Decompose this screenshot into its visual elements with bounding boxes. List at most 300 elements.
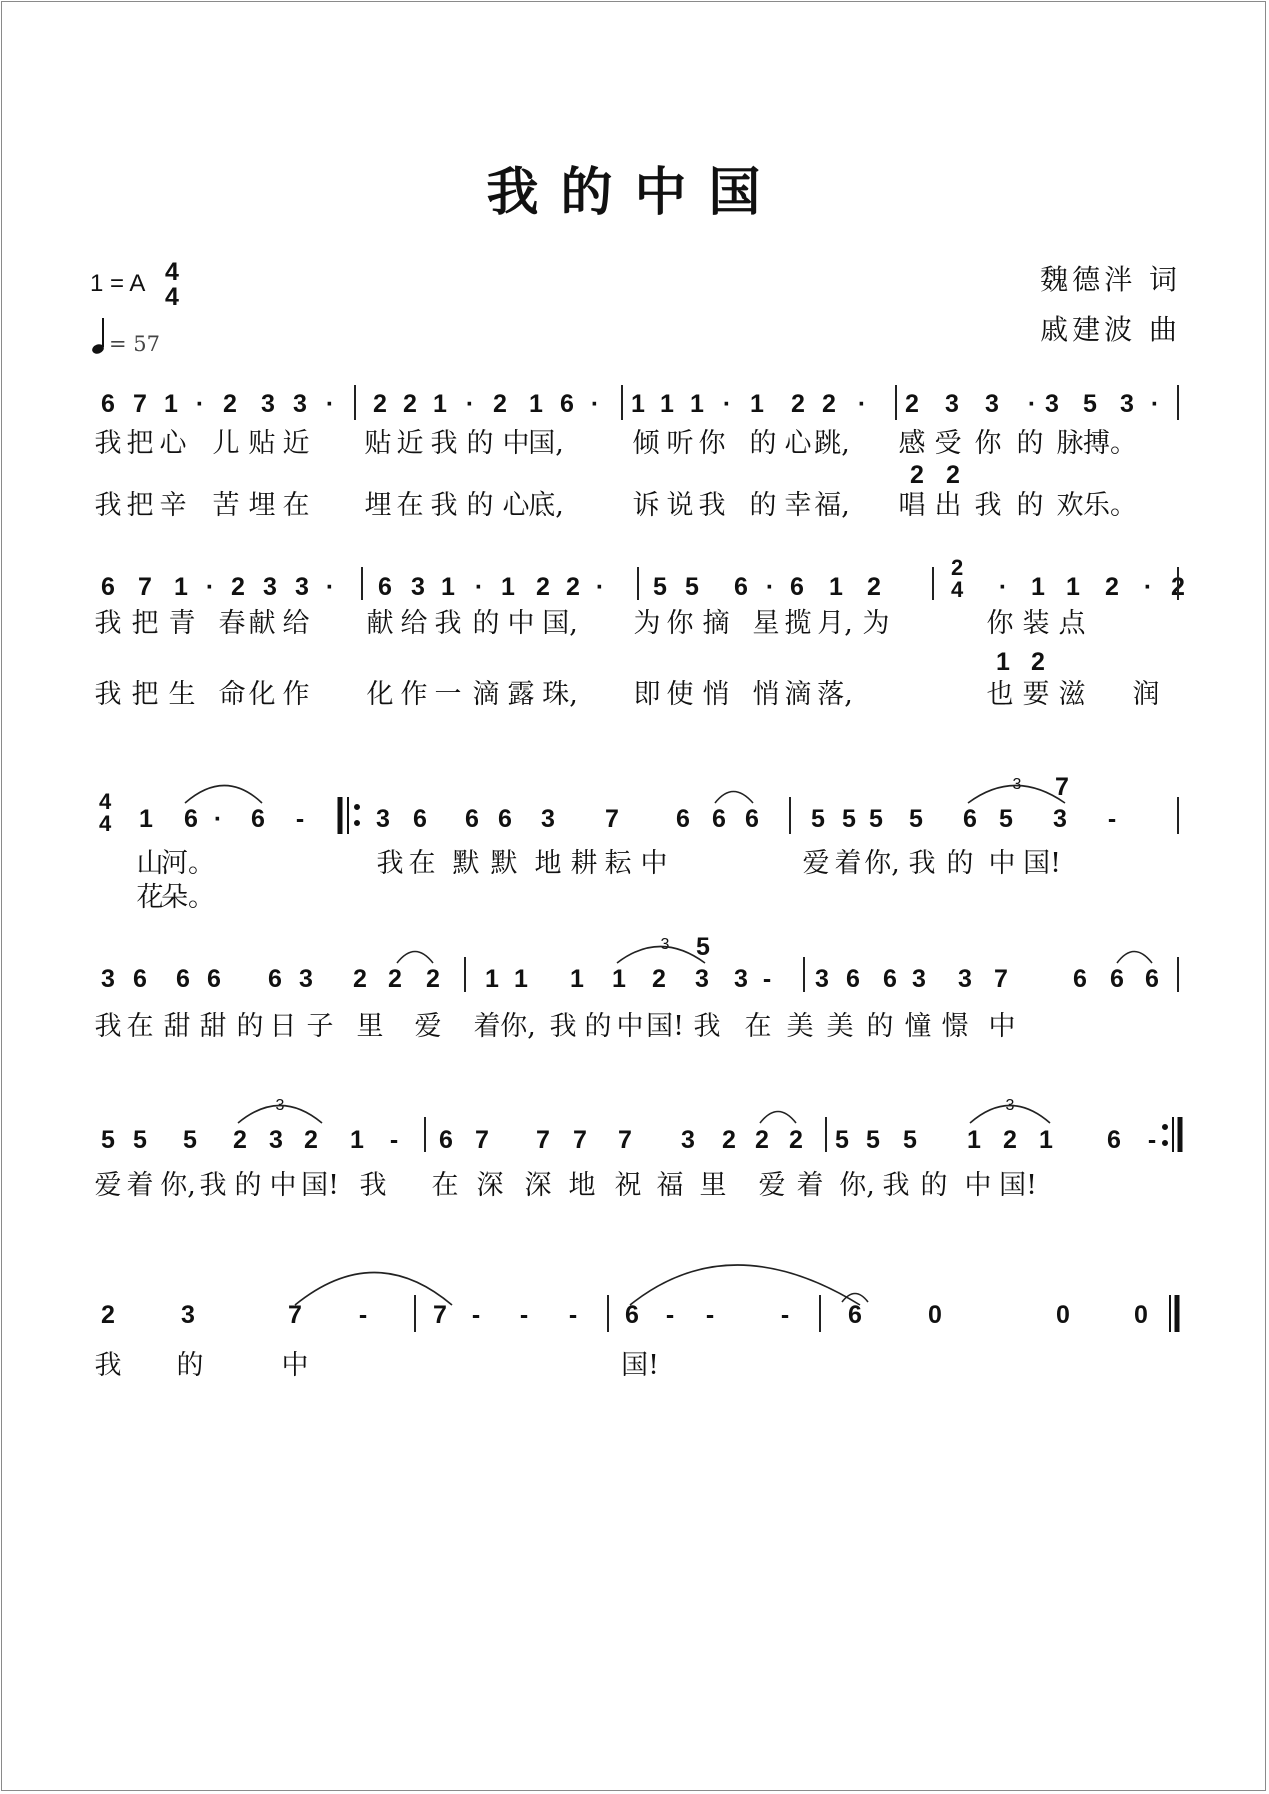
note: 1	[350, 1126, 364, 1154]
lyric-syllable: 把	[131, 679, 159, 710]
note: 1	[750, 390, 764, 418]
lyric-syllable: 脉	[1056, 428, 1084, 459]
note: 7	[536, 1126, 550, 1154]
lyric-syllable: 滋	[1058, 679, 1086, 710]
lyric-syllable: 近	[282, 428, 310, 459]
note: 6	[625, 1301, 639, 1329]
note: 5	[999, 805, 1013, 833]
note-dot: ·	[765, 573, 775, 601]
lyric-syllable: 诉	[632, 490, 660, 521]
note: 6	[790, 573, 804, 601]
note: 2	[755, 1126, 769, 1154]
lyric-syllable: 你,	[864, 848, 900, 879]
lyric-syllable: 里	[356, 1011, 384, 1042]
lyric-syllable: 使	[666, 679, 694, 710]
lyric-syllable: 着	[796, 1170, 824, 1201]
lyric-syllable: 的	[946, 848, 974, 879]
lyric-syllable: 露	[507, 679, 535, 710]
note: 2	[493, 390, 507, 418]
note: 6	[251, 805, 265, 833]
lyric-syllable: 悄	[752, 679, 780, 710]
note: 1	[690, 390, 704, 418]
note: 6	[1145, 965, 1159, 993]
lyric-syllable: 跳,	[814, 428, 850, 459]
note: 6	[1107, 1126, 1121, 1154]
lyric-syllable: 的	[176, 1350, 204, 1381]
note: 2	[403, 390, 417, 418]
time-signature-change-bottom: 4	[951, 577, 964, 602]
lyric-syllable: 默	[490, 848, 518, 879]
lyric-syllable: 在	[431, 1170, 459, 1201]
note: 6	[676, 805, 690, 833]
lyric-syllable: 的	[1016, 490, 1044, 521]
note: 6	[413, 805, 427, 833]
lyric-syllable: 命	[218, 679, 246, 710]
triplet-number: 3	[660, 936, 670, 953]
note: 5	[811, 805, 825, 833]
note: 7	[618, 1126, 632, 1154]
lyric-syllable: 化	[248, 679, 276, 710]
lyric-syllable: 把	[126, 490, 154, 521]
lyric-syllable: 的	[749, 490, 777, 521]
lyric-syllable: 埋	[364, 490, 392, 521]
lyric-syllable: 我	[698, 490, 726, 521]
note: 3	[295, 573, 309, 601]
note: 1	[967, 1126, 981, 1154]
lyric-syllable: 爱	[758, 1170, 786, 1201]
lyric-syllable: 我	[376, 848, 404, 879]
note: 7	[573, 1126, 587, 1154]
note: 7	[475, 1126, 489, 1154]
time-signature-change	[99, 791, 111, 835]
note-dot: ·	[857, 390, 867, 418]
lyric-syllable: 默	[452, 848, 480, 879]
lyric-syllable: 日	[269, 1011, 297, 1042]
note: 3	[681, 1126, 695, 1154]
lyric-syllable: 深	[476, 1170, 504, 1201]
lyric-syllable: 美	[826, 1011, 854, 1042]
lyric-syllable: 爱	[94, 1170, 122, 1201]
note-dot: ·	[325, 390, 335, 418]
lyric-syllable: 国!	[646, 1011, 684, 1042]
lyric-syllable: 着	[834, 848, 862, 879]
lyric-syllable: 说	[666, 490, 694, 521]
lyric-syllable: 青	[168, 608, 196, 639]
note: 2	[1003, 1126, 1017, 1154]
note: 6	[207, 965, 221, 993]
lyric-syllable: 山	[136, 848, 164, 879]
note: 1	[570, 965, 584, 993]
lyric-syllable: 的	[749, 428, 777, 459]
note: 2	[304, 1126, 318, 1154]
note: 3	[376, 805, 390, 833]
note: 2	[1105, 573, 1119, 601]
note: 3	[263, 573, 277, 601]
lyric-syllable: 甜	[199, 1011, 227, 1042]
lyric-syllable: 子	[306, 1011, 334, 1042]
note: 2	[353, 965, 367, 993]
lyric-syllable: 揽	[784, 608, 812, 639]
lyric-syllable: 我	[94, 679, 122, 710]
note: 5	[909, 805, 923, 833]
note: 5	[866, 1126, 880, 1154]
lyric-syllable: 爱	[802, 848, 830, 879]
note: 6	[1110, 965, 1124, 993]
note: 2	[536, 573, 550, 601]
note: 6	[498, 805, 512, 833]
lyric-syllable: 要	[1022, 679, 1050, 710]
lyric-syllable: 我	[430, 490, 458, 521]
time-signature-change	[951, 557, 963, 601]
lyric-syllable: 憧	[904, 1011, 932, 1042]
note-dot: ·	[722, 390, 732, 418]
note: 5	[903, 1126, 917, 1154]
note: 6	[133, 965, 147, 993]
note: 6	[268, 965, 282, 993]
lyric-syllable: 甜	[163, 1011, 191, 1042]
note: 1	[441, 573, 455, 601]
lyric-syllable: 一	[434, 679, 462, 710]
note-dot: ·	[595, 573, 605, 601]
note: 7	[133, 390, 147, 418]
lyric-syllable: 国!	[301, 1170, 339, 1201]
alternate-note: 2	[910, 461, 924, 489]
lyric-syllable: 朵。	[161, 882, 215, 913]
lyric-syllable: 我	[359, 1170, 387, 1201]
lyric-syllable: 憬	[941, 1011, 969, 1042]
lyric-syllable: 春	[218, 608, 246, 639]
lyric-syllable: 装	[1022, 608, 1050, 639]
lyric-syllable: 祝	[614, 1170, 642, 1201]
note: 1	[1031, 573, 1045, 601]
lyric-syllable: 中	[269, 1170, 297, 1201]
lyric-syllable: 福,	[814, 490, 850, 521]
lyric-syllable: 我	[199, 1170, 227, 1201]
note-dot: ·	[205, 573, 215, 601]
note: 6	[883, 965, 897, 993]
tempo-value: = 57	[109, 332, 160, 356]
note: 0	[1134, 1301, 1148, 1329]
lyric-syllable: 悄	[702, 679, 730, 710]
lyric-syllable: 你	[666, 608, 694, 639]
time-signature-change-top: 2	[951, 555, 964, 580]
note: 6	[1073, 965, 1087, 993]
lyric-syllable: 落,	[817, 679, 853, 710]
note: 0	[928, 1301, 942, 1329]
lyric-syllable: 深	[524, 1170, 552, 1201]
note: 2	[231, 573, 245, 601]
lyric-syllable: 我	[94, 1011, 122, 1042]
note-extension: -	[471, 1301, 481, 1329]
lyric-syllable: 你,	[500, 1011, 536, 1042]
note: 3	[1053, 805, 1067, 833]
note: 6	[712, 805, 726, 833]
lyric-syllable: 把	[126, 428, 154, 459]
note-dot: ·	[1150, 390, 1160, 418]
lyric-syllable: 的	[920, 1170, 948, 1201]
lyric-syllable: 在	[396, 490, 424, 521]
alternate-note: 5	[696, 933, 710, 961]
lyric-syllable: 国,	[528, 428, 564, 459]
lyric-syllable: 国!	[1023, 848, 1061, 879]
note-dot: ·	[998, 573, 1008, 601]
lyric-syllable: 中	[502, 428, 530, 459]
key-signature: 1 = A	[90, 270, 146, 297]
note-dot: ·	[325, 573, 335, 601]
lyric-syllable: 国!	[621, 1350, 659, 1381]
lyric-syllable: 感	[898, 428, 926, 459]
lyric-syllable: 的	[466, 490, 494, 521]
note-extension: -	[568, 1301, 578, 1329]
note: 7	[433, 1301, 447, 1329]
note: 6	[184, 805, 198, 833]
lyric-syllable: 点	[1058, 608, 1086, 639]
lyric-syllable: 心	[159, 428, 187, 459]
note: 6	[560, 390, 574, 418]
time-signature-top: 4	[165, 258, 179, 286]
lyric-syllable: 月,	[817, 608, 853, 639]
note: 3	[1045, 390, 1059, 418]
note-extension: -	[389, 1126, 399, 1154]
lyric-syllable: 地	[534, 848, 562, 879]
note: 6	[745, 805, 759, 833]
lyric-syllable: 中	[988, 848, 1016, 879]
note: 1	[631, 390, 645, 418]
note: 3	[269, 1126, 283, 1154]
note-extension: -	[1147, 1126, 1157, 1154]
note: 5	[183, 1126, 197, 1154]
lyric-syllable: 倾	[632, 428, 660, 459]
note: 6	[176, 965, 190, 993]
note: 6	[465, 805, 479, 833]
note: 2	[867, 573, 881, 601]
time-signature-bottom: 4	[165, 283, 179, 311]
lyric-syllable: 献	[248, 608, 276, 639]
note: 2	[426, 965, 440, 993]
lyric-syllable: 中	[281, 1350, 309, 1381]
lyric-syllable: 埋	[248, 490, 276, 521]
note: 6	[439, 1126, 453, 1154]
lyric-syllable: 我	[693, 1011, 721, 1042]
lyric-syllable: 心	[784, 428, 812, 459]
alternate-note: 1	[996, 648, 1010, 676]
note: 6	[101, 390, 115, 418]
lyric-syllable: 的	[466, 428, 494, 459]
note-dot: ·	[1027, 390, 1037, 418]
note: 3	[411, 573, 425, 601]
note: 2	[223, 390, 237, 418]
lyric-syllable: 在	[408, 848, 436, 879]
lyric-syllable: 作	[282, 679, 310, 710]
lyric-syllable: 我	[908, 848, 936, 879]
note: 1	[612, 965, 626, 993]
note: 5	[653, 573, 667, 601]
triplet-number: 3	[1005, 1097, 1015, 1114]
lyric-syllable: 底,	[528, 490, 564, 521]
lyric-syllable: 我	[94, 490, 122, 521]
note: 3	[299, 965, 313, 993]
triplet-number: 3	[1012, 776, 1022, 793]
note: 2	[373, 390, 387, 418]
note: 6	[848, 1301, 862, 1329]
lyric-syllable: 作	[400, 679, 428, 710]
lyric-syllable: 乐。	[1083, 490, 1137, 521]
note: 6	[101, 573, 115, 601]
lyric-syllable: 给	[400, 608, 428, 639]
lyric-syllable: 的	[236, 1011, 264, 1042]
lyric-syllable: 唱	[898, 490, 926, 521]
note-extension: -	[705, 1301, 715, 1329]
lyric-syllable: 花	[136, 882, 164, 913]
lyric-syllable: 我	[94, 1350, 122, 1381]
note-extension: -	[295, 805, 305, 833]
lyric-syllable: 我	[882, 1170, 910, 1201]
note: 2	[722, 1126, 736, 1154]
note: 2	[388, 965, 402, 993]
lyric-syllable: 地	[568, 1170, 596, 1201]
lyric-syllable: 出	[934, 490, 962, 521]
lyric-syllable: 国!	[999, 1170, 1037, 1201]
note-dot: ·	[195, 390, 205, 418]
composer-credit: 戚建波 曲	[1040, 313, 1181, 346]
note: 3	[815, 965, 829, 993]
song-title: 我的中国	[486, 162, 783, 223]
note: 3	[261, 390, 275, 418]
lyric-syllable: 你	[986, 608, 1014, 639]
note-extension: -	[1107, 805, 1117, 833]
note-extension: -	[358, 1301, 368, 1329]
note: 2	[791, 390, 805, 418]
lyric-syllable: 的	[1016, 428, 1044, 459]
lyric-syllable: 我	[94, 608, 122, 639]
lyric-syllable: 为	[862, 608, 890, 639]
alternate-note: 2	[1031, 648, 1045, 676]
note: 7	[138, 573, 152, 601]
lyric-syllable: 在	[282, 490, 310, 521]
note: 3	[101, 965, 115, 993]
note: 6	[963, 805, 977, 833]
lyric-syllable: 的	[584, 1011, 612, 1042]
lyric-syllable: 化	[366, 679, 394, 710]
note-extension: -	[665, 1301, 675, 1329]
triplet-number: 3	[275, 1097, 285, 1114]
lyric-syllable: 珠,	[542, 679, 578, 710]
note: 1	[433, 390, 447, 418]
note-extension: -	[780, 1301, 790, 1329]
lyric-syllable: 你,	[839, 1170, 875, 1201]
lyric-syllable: 国,	[542, 608, 578, 639]
lyric-syllable: 的	[472, 608, 500, 639]
lyric-syllable: 润	[1132, 679, 1160, 710]
note: 1	[1039, 1126, 1053, 1154]
note: 2	[652, 965, 666, 993]
note: 3	[1120, 390, 1134, 418]
note-dot: ·	[465, 390, 475, 418]
lyric-syllable: 的	[234, 1170, 262, 1201]
lyric-syllable: 我	[549, 1011, 577, 1042]
lyric-syllable: 星	[752, 608, 780, 639]
note: 2	[101, 1301, 115, 1329]
lyric-syllable: 我	[94, 428, 122, 459]
lyric-syllable: 我	[974, 490, 1002, 521]
lyric-syllable: 中	[964, 1170, 992, 1201]
note: 3	[734, 965, 748, 993]
lyric-syllable: 爱	[414, 1011, 442, 1042]
note: 5	[869, 805, 883, 833]
note: 3	[958, 965, 972, 993]
lyric-syllable: 即	[633, 679, 661, 710]
note: 3	[695, 965, 709, 993]
note: 3	[293, 390, 307, 418]
lyric-syllable: 辛	[159, 490, 187, 521]
note: 6	[378, 573, 392, 601]
note-extension: -	[519, 1301, 529, 1329]
lyric-syllable: 幸	[784, 490, 812, 521]
note: 5	[101, 1126, 115, 1154]
lyric-syllable: 摘	[702, 608, 730, 639]
time-signature-change-top: 4	[99, 789, 112, 814]
note: 2	[822, 390, 836, 418]
lyric-syllable: 里	[699, 1170, 727, 1201]
lyric-syllable: 的	[866, 1011, 894, 1042]
lyric-syllable: 给	[282, 608, 310, 639]
lyric-syllable: 耕	[570, 848, 598, 879]
alternate-note: 2	[946, 461, 960, 489]
lyric-syllable: 滴	[472, 679, 500, 710]
note-dot: ·	[1143, 573, 1153, 601]
note: 5	[842, 805, 856, 833]
lyric-syllable: 也	[986, 679, 1014, 710]
lyric-syllable: 把	[131, 608, 159, 639]
note: 1	[529, 390, 543, 418]
note: 2	[233, 1126, 247, 1154]
note: 3	[945, 390, 959, 418]
note: 1	[174, 573, 188, 601]
lyric-syllable: 福	[656, 1170, 684, 1201]
note: 1	[485, 965, 499, 993]
note: 7	[605, 805, 619, 833]
note: 5	[835, 1126, 849, 1154]
lyric-syllable: 在	[126, 1011, 154, 1042]
lyric-syllable: 近	[396, 428, 424, 459]
note: 3	[541, 805, 555, 833]
note: 6	[734, 573, 748, 601]
lyric-syllable: 你,	[160, 1170, 196, 1201]
lyric-syllable: 受	[934, 428, 962, 459]
alternate-note: 7	[1055, 773, 1069, 801]
note: 7	[288, 1301, 302, 1329]
time-signature-change-bottom: 4	[99, 811, 112, 836]
lyric-syllable: 中	[616, 1011, 644, 1042]
lyric-syllable: 生	[168, 679, 196, 710]
note-dot: ·	[474, 573, 484, 601]
note: 5	[1083, 390, 1097, 418]
lyric-syllable: 贴	[364, 428, 392, 459]
lyric-syllable: 中	[507, 608, 535, 639]
lyric-syllable: 你	[698, 428, 726, 459]
note: 3	[912, 965, 926, 993]
note: 3	[985, 390, 999, 418]
note: 2	[905, 390, 919, 418]
lyric-syllable: 搏。	[1083, 428, 1137, 459]
lyric-syllable: 在	[744, 1011, 772, 1042]
note-dot: ·	[213, 805, 223, 833]
note: 2	[1171, 573, 1185, 601]
note: 5	[133, 1126, 147, 1154]
note: 1	[501, 573, 515, 601]
lyric-syllable: 美	[786, 1011, 814, 1042]
lyric-syllable: 我	[430, 428, 458, 459]
